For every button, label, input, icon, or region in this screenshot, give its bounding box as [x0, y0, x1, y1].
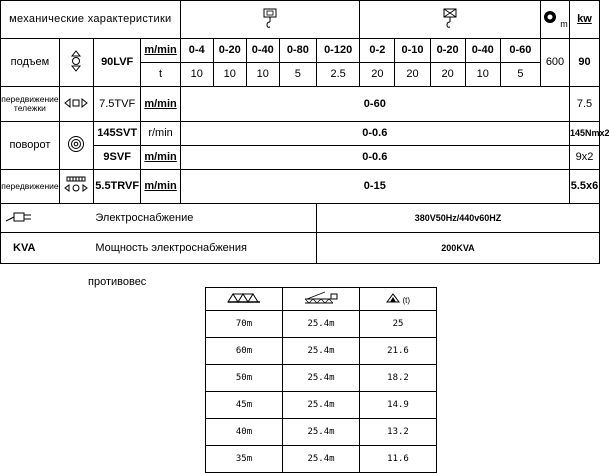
table-row	[206, 446, 437, 473]
power-plug-icon	[4, 209, 38, 225]
slew-icon-cell	[59, 122, 93, 170]
height-unit: m	[560, 19, 568, 29]
trolley-range: 0-60	[180, 87, 569, 122]
slew-model-2: 9SVF	[93, 146, 141, 170]
jib-length: 50m	[206, 365, 283, 392]
hoist-speed: 0-80	[279, 39, 316, 63]
travel-label: передвижение	[1, 170, 60, 204]
counterjib-icon	[303, 290, 339, 306]
counterweight-value: 21.6	[360, 338, 437, 365]
counterjib-length: 25.4m	[283, 446, 360, 473]
kva-label: Мощность электроснабжения	[59, 233, 316, 264]
slew-range-1: 0-0.6	[180, 122, 569, 146]
jib-length: 40m	[206, 419, 283, 446]
jib-length: 35m	[206, 446, 283, 473]
table-row	[206, 365, 437, 392]
counterjib-length: 25.4m	[283, 419, 360, 446]
travel-rail-icon	[64, 176, 88, 194]
hoist-load: 10	[213, 63, 246, 87]
drum-icon	[542, 9, 560, 27]
supply-value: 380V50Hz/440v60HZ	[316, 204, 599, 233]
hoist-speed: 0-40	[465, 39, 500, 63]
travel-unit: m/min	[141, 170, 180, 204]
counterjib-length: 25.4m	[283, 338, 360, 365]
hoist-mode-2-header	[360, 1, 541, 39]
counterweight-label: противовес	[88, 276, 147, 288]
counterweight-value: 13.2	[360, 419, 437, 446]
slew-label: поворот	[1, 122, 60, 170]
hoist-load: 20	[430, 63, 465, 87]
hoist-load: 20	[395, 63, 430, 87]
jib-length: 45m	[206, 392, 283, 419]
hoist-speed: 0-20	[430, 39, 465, 63]
counterjib-header	[283, 288, 360, 311]
slew-power-1: 145Nmx2	[569, 122, 599, 146]
counterjib-length: 25.4m	[283, 392, 360, 419]
trolley-model: 7.5TVF	[93, 87, 141, 122]
hoist-load: 5	[500, 63, 540, 87]
trolley-leftright-icon	[64, 97, 88, 109]
kw-header: kw	[569, 1, 599, 39]
slew-power-2: 9x2	[569, 146, 599, 170]
counterjib-length: 25.4m	[283, 365, 360, 392]
hoist-load: 2.5	[316, 63, 359, 87]
hoist-model: 90LVF	[93, 39, 141, 87]
slew-unit-1: r/min	[141, 122, 180, 146]
counterweight-value: 25	[360, 311, 437, 338]
travel-range: 0-15	[180, 170, 569, 204]
hoist-speed-unit: m/min	[141, 39, 180, 63]
hoist-power: 90	[569, 39, 599, 87]
hook-heavy-icon	[441, 7, 459, 29]
weight-unit: (t)	[402, 296, 411, 305]
hoist-updown-icon	[69, 50, 83, 72]
hoist-speed: 0-4	[180, 39, 213, 63]
jib-truss-icon	[227, 293, 261, 303]
supply-label: Электроснабжение	[59, 204, 316, 233]
slew-range-2: 0-0.6	[180, 146, 569, 170]
hoist-load: 5	[279, 63, 316, 87]
weight-icon	[386, 293, 400, 303]
hoist-label: подъем	[1, 39, 60, 87]
hoist-speed: 0-60	[500, 39, 540, 63]
counterweight-table	[205, 287, 437, 473]
travel-model: 5.5TRVF	[93, 170, 141, 204]
table-row	[206, 392, 437, 419]
hoist-height: 600	[541, 39, 570, 87]
table-row	[206, 338, 437, 365]
table-row	[206, 419, 437, 446]
spec-title: механические характеристики	[1, 1, 181, 39]
counterweight-value: 11.6	[360, 446, 437, 473]
hoist-load-unit: t	[141, 63, 180, 87]
travel-icon-cell	[59, 170, 93, 204]
trolley-label: передвижение тележки	[1, 87, 60, 122]
kva-symbol: KVA	[1, 233, 60, 264]
counterjib-length: 25.4m	[283, 311, 360, 338]
weight-header	[360, 288, 437, 311]
height-header	[541, 1, 570, 39]
slew-model-1: 145SVT	[93, 122, 141, 146]
counterweight-value: 18.2	[360, 365, 437, 392]
hoist-speed: 0-10	[395, 39, 430, 63]
slew-unit-2: m/min	[141, 146, 180, 170]
hoist-speed: 0-2	[360, 39, 395, 63]
hoist-icon-cell	[59, 39, 93, 87]
hoist-load: 20	[360, 63, 395, 87]
jib-header	[206, 288, 283, 311]
trolley-unit: m/min	[141, 87, 180, 122]
hoist-load: 10	[180, 63, 213, 87]
jib-length: 70m	[206, 311, 283, 338]
travel-power: 5.5x6	[569, 170, 599, 204]
counterweight-value: 14.9	[360, 392, 437, 419]
hoist-speed: 0-20	[213, 39, 246, 63]
slew-rotate-icon	[67, 135, 85, 153]
hoist-load: 10	[246, 63, 279, 87]
jib-length: 60m	[206, 338, 283, 365]
supply-icon-cell	[1, 204, 60, 233]
hook-light-icon	[261, 7, 279, 29]
hoist-load: 10	[465, 63, 500, 87]
table-row	[206, 311, 437, 338]
hoist-mode-1-header	[180, 1, 360, 39]
kva-value: 200KVA	[316, 233, 599, 264]
hoist-speed: 0-40	[246, 39, 279, 63]
trolley-icon-cell	[59, 87, 93, 122]
trolley-power: 7.5	[569, 87, 599, 122]
hoist-speed: 0-120	[316, 39, 359, 63]
